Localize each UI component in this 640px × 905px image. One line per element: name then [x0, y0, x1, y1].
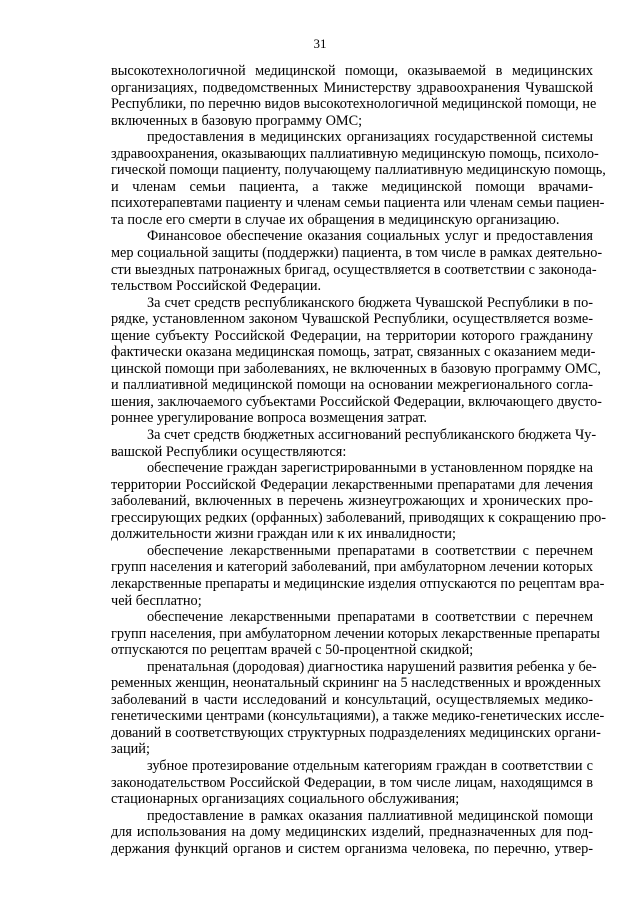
paragraph	[111, 294, 602, 427]
paragraph	[111, 427, 597, 460]
text-line: психотерапевтами пациенту и членам семьи пациента или членам семьи пациен-	[111, 195, 605, 212]
text-line: групп населения, при амбулаторном лечении которых лекарственные препараты	[111, 625, 600, 642]
text-line: организациях, подведомственных Министерству здравоохранения Чувашской	[111, 79, 593, 96]
paragraph	[111, 129, 606, 228]
text-line: зубное протезирование отдельным категориям граждан в соответствии с	[147, 757, 593, 774]
text-line: обеспечение лекарственными препаратами в соответствии с перечнем	[147, 542, 593, 559]
text-line: заболеваний в части исследований и консультаций, осуществляемых медико-	[111, 691, 593, 708]
text-line: ременных женщин, неонатальный скрининг на 5 наследственных и врожденных	[111, 675, 601, 692]
paragraph	[111, 542, 605, 609]
text-line: обеспечение лекарственными препаратами в соответствии с перечнем	[147, 609, 593, 626]
paragraph	[111, 658, 605, 758]
page-number: 31	[313, 36, 327, 51]
text-line: здравоохранения, оказывающих паллиативную медицинскую помощь, психоло-	[111, 145, 599, 162]
text-line: шения, заключаемого субъектами Российской Федерации, включающего двусто-	[111, 393, 602, 410]
text-line: территории Российской Федерации лекарственными препаратами для лечения	[111, 476, 593, 493]
text-line: Финансовое обеспечение оказания социальных услуг и предоставления	[147, 228, 593, 245]
paragraph	[111, 808, 593, 858]
text-line: для использования на дому медицинских изделий, предназначенных для под-	[111, 824, 593, 841]
text-line: чей бесплатно;	[111, 592, 202, 609]
document-body	[111, 63, 607, 857]
paragraph	[111, 63, 597, 129]
text-line: законодательством Российской Федерации, в том числе лицам, находящимся в	[111, 774, 593, 791]
paragraph	[111, 460, 607, 543]
text-line: групп населения и категорий заболеваний, при амбулаторном лечении которых	[111, 559, 593, 576]
text-line: фактически оказана медицинская помощь, затрат, связанных с оказанием меди-	[111, 344, 596, 361]
text-line: предоставления в медицинских организациях государственной системы	[147, 129, 593, 146]
text-line: щение субъекту Российской Федерации, на территории которого гражданину	[111, 327, 593, 344]
paragraph	[111, 758, 593, 808]
text-line: Республики, по перечню видов высокотехнологичной медицинской помощи, не	[111, 96, 597, 113]
text-line: роннее урегулирование вопроса возмещения затрат.	[111, 410, 428, 427]
paragraph	[111, 609, 600, 659]
text-line: сти выездных патронажных бригад, осуществляется в соответствии с законода-	[111, 261, 597, 278]
text-line: За счет средств бюджетных ассигнований республиканского бюджета Чу-	[147, 427, 597, 444]
text-line: включенных в базовую программу ОМС;	[111, 112, 363, 129]
paragraph	[111, 228, 603, 295]
text-line: пренатальная (дородовая) диагностика нарушений развития ребенка у бе-	[147, 658, 597, 675]
text-line: генетическими центрами (консультациями), а также медико-генетических иссле-	[111, 708, 605, 725]
text-line: заболеваний, включенных в перечень жизнеугрожающих и хронических про-	[111, 493, 593, 510]
text-line: лекарственные препараты и медицинские изделия отпускаются по рецептам вра-	[111, 575, 605, 592]
text-line: гической помощи пациенту, получающему паллиативную медицинскую помощь,	[111, 162, 606, 179]
text-line: обеспечение граждан зарегистрированными в установленном порядке на	[147, 460, 593, 477]
text-line: предоставление в рамках оказания паллиативной медицинской помощи	[147, 807, 593, 824]
text-line: высокотехнологичной медицинской помощи, оказываемой в медицинских	[111, 63, 593, 79]
text-line: цинской помощи при заболеваниях, не включенных в базовую программу ОМС,	[111, 360, 601, 377]
text-line: должительности жизни граждан или к их инвалидности;	[111, 526, 456, 543]
text-line: грессирующих редких (орфанных) заболеваний, приводящих к сокращению про-	[111, 509, 607, 526]
text-line: отпускаются по рецептам врачей с 50-процентной скидкой;	[111, 642, 474, 659]
text-line: тельством Российской Федерации.	[111, 278, 322, 295]
text-line: За счет средств республиканского бюджета Чувашской Республики в по-	[147, 294, 593, 311]
text-line: заций;	[111, 741, 150, 758]
text-line: дований в соответствующих структурных подразделениях медицинских органи-	[111, 724, 601, 741]
text-line: держания функций органов и систем организма человека, по перечню, утвер-	[111, 840, 593, 857]
text-line: рядке, установленном законом Чувашской Республики, осуществляется возме-	[111, 311, 593, 328]
text-line: и членам семьи пациента, а также медицинской помощи врачами-	[111, 178, 593, 195]
text-line: мер социальной защиты (поддержки) пациента, в том числе в рамках деятельно-	[111, 245, 603, 262]
text-line: стационарных организациях социального обслуживания;	[111, 791, 460, 808]
text-line: вашской Республики осуществляются:	[111, 443, 347, 460]
text-line: и паллиативной медицинской помощи на основании межрегионального согла-	[111, 377, 593, 394]
text-line: та после его смерти в случае их обращения в медицинскую организацию.	[111, 211, 560, 228]
